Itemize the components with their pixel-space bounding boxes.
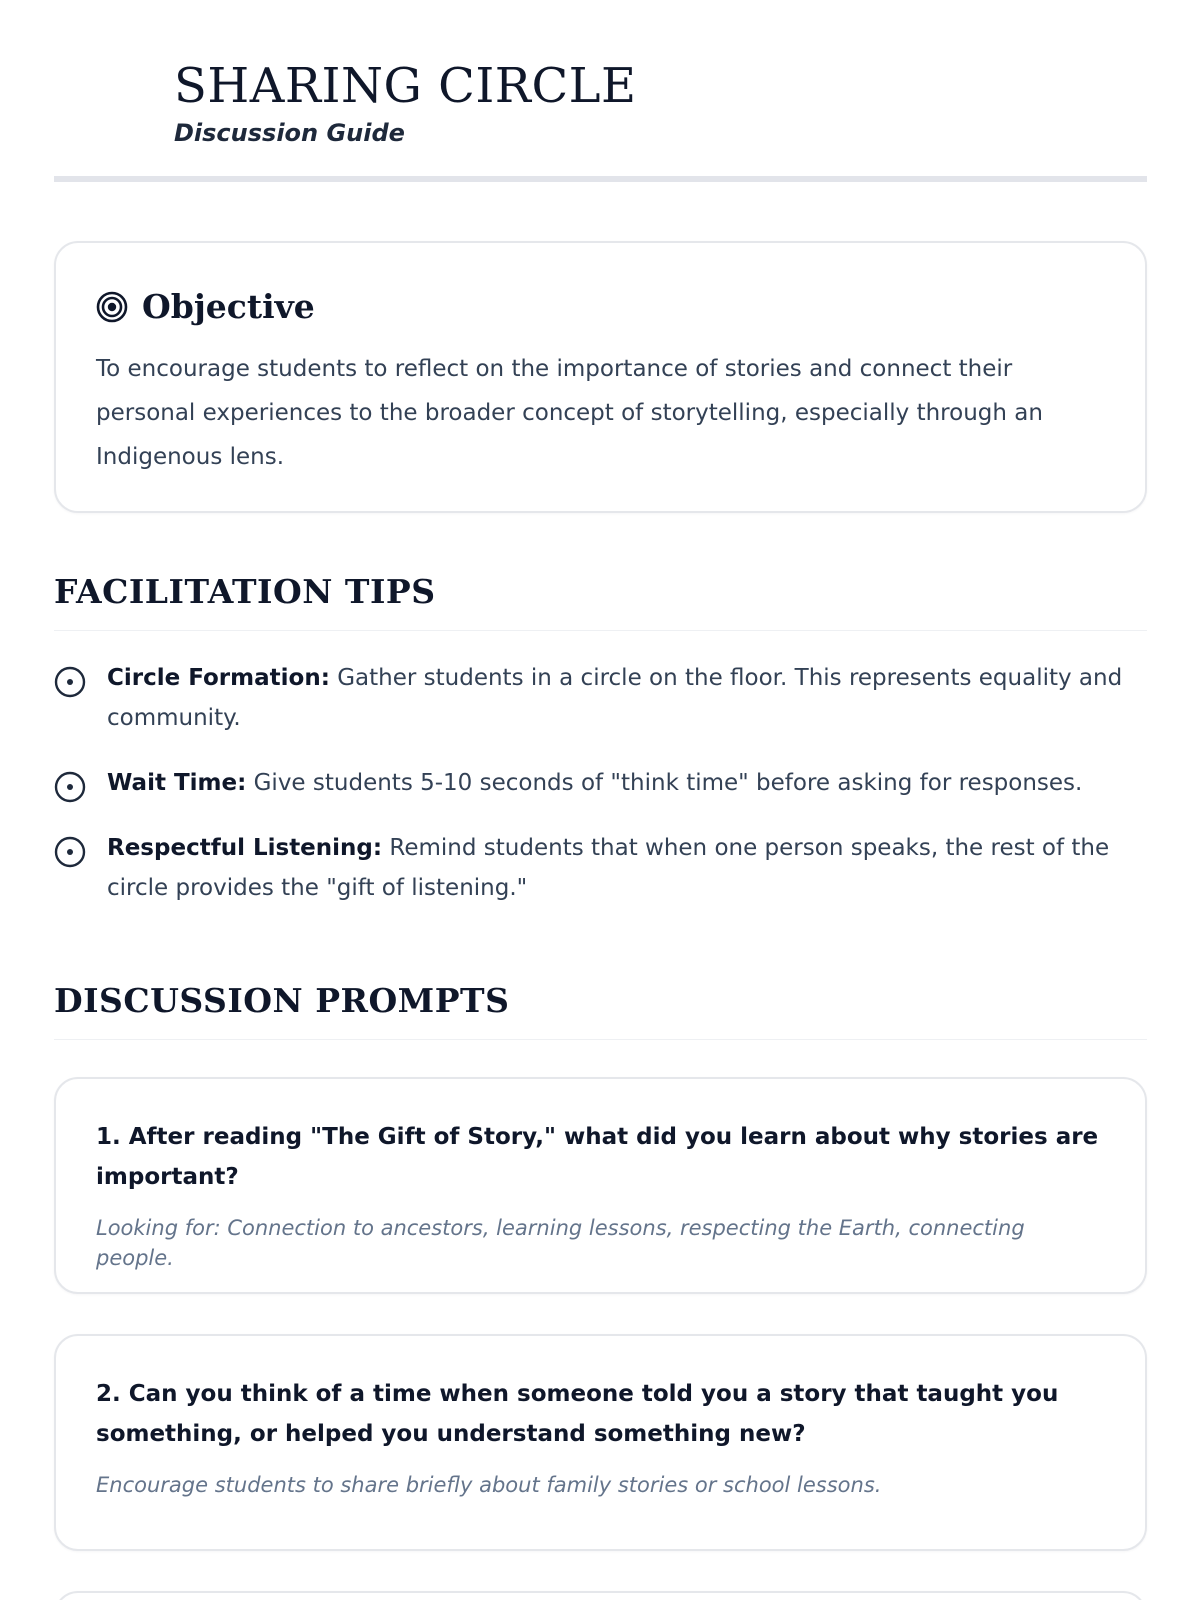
prompt-question: 2. Can you think of a time when someone told you a story that taught you something, or helped you understand something new? (96, 1381, 1059, 1447)
tip-text (107, 828, 1147, 908)
tip-description: Gather students in a circle on the floor. This represents equality and community. (107, 665, 1123, 731)
page-subtitle: Discussion Guide (174, 119, 405, 147)
tip-text (107, 763, 1082, 803)
prompt-card-partial (54, 1591, 1147, 1600)
tip-wait-time (54, 763, 1147, 803)
prompt-note: Encourage students to share briefly about family stories or school lessons. (96, 1473, 882, 1497)
target-icon (96, 291, 128, 323)
tip-label: Circle Formation: (107, 665, 330, 691)
tip-text (107, 658, 1147, 738)
tip-circle-formation (54, 658, 1147, 738)
prompt-card (54, 1077, 1147, 1294)
objective-text: To encourage students to reflect on the importance of stories and connect their personal experiences to the broader concept of storytelling, especially through an Indigenous lens. (96, 356, 1043, 470)
discussion-prompts-heading: DISCUSSION PROMPTS (54, 981, 1147, 1040)
dot-circle-icon (54, 771, 86, 803)
discussion-guide-page (54, 0, 1147, 1497)
tip-description: Remind students that when one person speaks, the rest of the circle provides the "gift of listening." (107, 835, 1110, 901)
dot-circle-icon (54, 836, 86, 868)
objective-heading (96, 287, 1105, 327)
facilitation-tips-list (54, 658, 1147, 933)
objective-title: Objective (142, 287, 315, 326)
tip-respectful-listening (54, 828, 1147, 908)
tip-label: Wait Time: (107, 770, 247, 796)
facilitation-tips-heading: FACILITATION TIPS (54, 572, 1147, 631)
tip-label: Respectful Listening: (107, 835, 383, 861)
page-header (54, 0, 1147, 182)
page-title: SHARING CIRCLE (174, 58, 637, 114)
prompt-note: Looking for: Connection to ancestors, learning lessons, respecting the Earth, connecting people. (96, 1216, 1025, 1270)
objective-card (54, 241, 1147, 513)
prompt-question: 1. After reading "The Gift of Story," what did you learn about why stories are important? (96, 1124, 1099, 1190)
tip-description: Give students 5-10 seconds of "think time" before asking for responses. (246, 770, 1083, 796)
prompt-card (54, 1334, 1147, 1551)
dot-circle-icon (54, 666, 86, 698)
